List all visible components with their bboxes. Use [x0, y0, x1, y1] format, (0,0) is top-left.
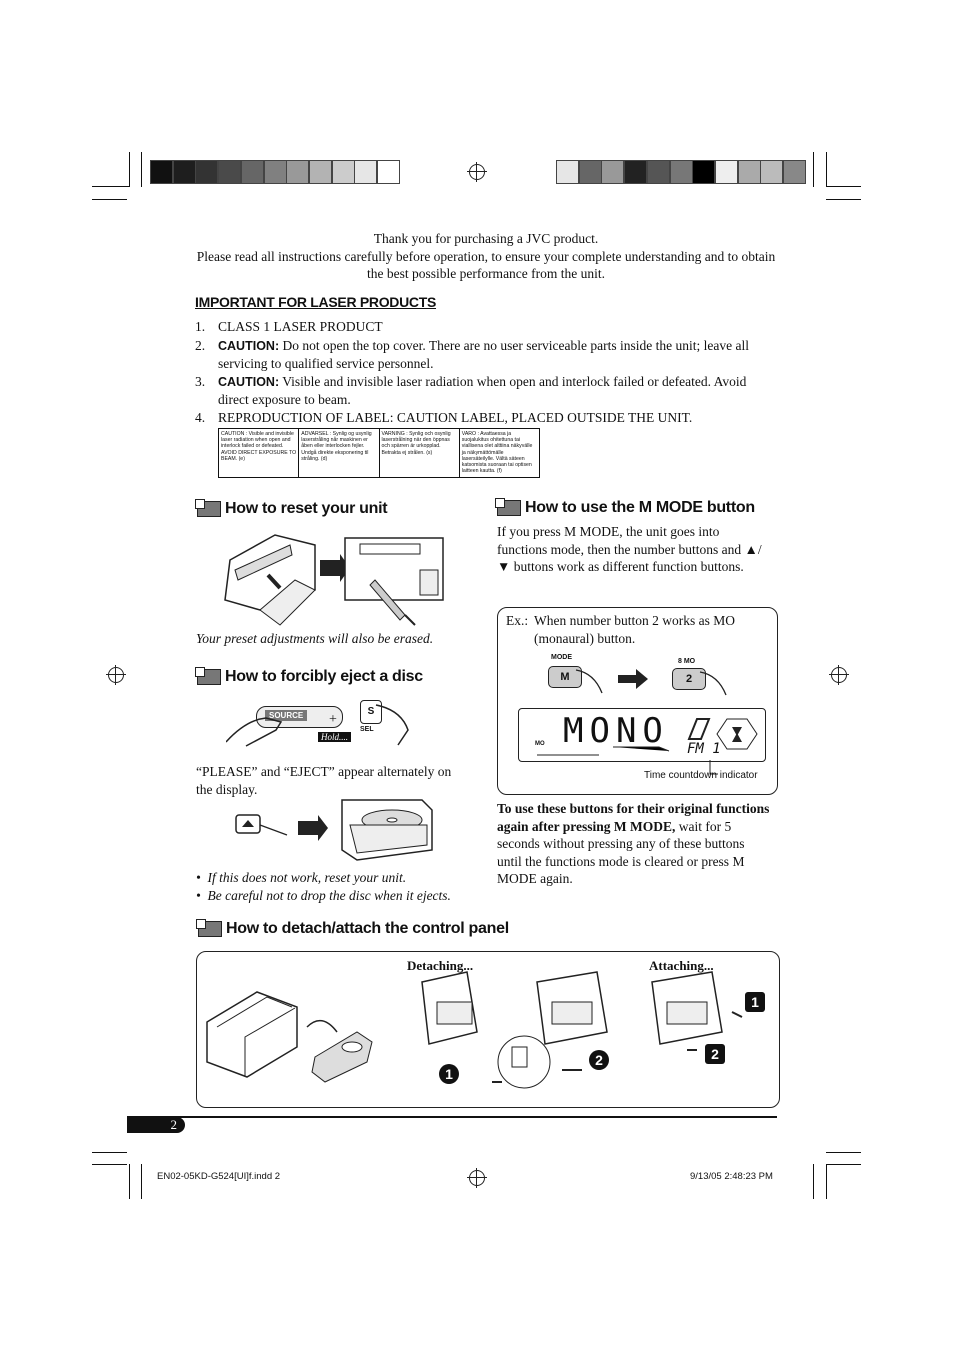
color-swatch: [150, 160, 173, 184]
countdown-label: Time countdown indicator: [644, 770, 758, 781]
color-swatch: [218, 160, 241, 184]
example-caption: Ex.: When number button 2 works as MO (monaural) button.: [506, 613, 735, 646]
color-swatch: [332, 160, 355, 184]
caution-label-swedish: VARNING : Synlig och osynlig laserstrålning när den öppnas och spärren är urkopplad. Betrakta ej strålen. (s): [380, 429, 460, 477]
color-swatch: [783, 160, 806, 184]
color-swatch: [601, 160, 624, 184]
eject-heading: How to forcibly eject a disc: [197, 668, 423, 686]
list-item: • Be careful not to drop the disc when it ejects.: [196, 887, 451, 903]
laser-heading: IMPORTANT FOR LASER PRODUCTS: [195, 294, 437, 310]
attach-step-2-badge: 2: [705, 1044, 725, 1064]
detach-illustration-box: [196, 951, 780, 1108]
color-swatch: [264, 160, 287, 184]
registration-mark-left: [108, 667, 124, 683]
detaching-label: Detaching...: [407, 958, 474, 973]
list-item: 2. CAUTION: Do not open the top cover. There are no user serviceable parts inside the unit; leave all servicing to qualified service personnel.: [195, 337, 749, 371]
source-button[interactable]: SOURCE: [256, 706, 343, 728]
sel-button[interactable]: S: [360, 700, 382, 724]
color-swatch: [670, 160, 693, 184]
m-mode-button[interactable]: M: [548, 666, 582, 688]
number-2-button[interactable]: 2: [672, 668, 706, 690]
mmode-heading: How to use the M MODE button: [497, 499, 755, 517]
mmode-note: To use these buttons for their original functions again after pressing M MODE, wait for 5 seconds without pressing any of these buttons until the functions mode is cleared or press M MODE again.: [497, 801, 770, 886]
eject-text: “PLEASE” and “EJECT” appear alternately on the display.: [196, 764, 452, 797]
section-icon: [197, 501, 221, 517]
list-item: 1. CLASS 1 LASER PRODUCT: [195, 319, 383, 334]
attach-step-1-badge: 1: [745, 992, 765, 1012]
registration-mark-right: [831, 667, 847, 683]
list-item: • If this does not work, reset your unit.: [196, 870, 407, 885]
color-swatch: [579, 160, 602, 184]
color-swatch: [760, 160, 783, 184]
color-swatch: [173, 160, 196, 184]
registration-mark-top: [469, 164, 485, 180]
reset-note: Your preset adjustments will also be erased.: [196, 631, 434, 646]
mode-label: MODE: [551, 654, 572, 661]
eject-bullets: [196, 869, 451, 904]
color-swatch: [738, 160, 761, 184]
display-mono-text: MONO: [563, 711, 669, 751]
eight-mo-label: 8 MO: [678, 658, 696, 665]
section-icon: [198, 921, 222, 937]
display-mo-indicator: MO: [535, 741, 545, 747]
caution-label-finnish: VARO : Avattaessa ja suojalukitus ohitettuna tai viallisena olet alttiina näkyvälle ja näkymättömälle lasersäteilylle. Vältä säteen katsomista suoraan tai optisen laitteen kautta. (f): [461, 431, 533, 475]
arrow-right-icon: [618, 668, 650, 690]
reset-illustration: [220, 530, 446, 630]
hold-label: Hold....: [318, 732, 351, 742]
plus-sign: +: [329, 712, 337, 727]
eject-buttons-illustration: [226, 700, 426, 750]
intro-text: [190, 230, 782, 283]
page-number: 2: [127, 1117, 185, 1133]
color-swatch: [692, 160, 715, 184]
sel-label: SEL: [360, 726, 374, 733]
display-fm1: FM 1: [687, 741, 721, 757]
attaching-label: Attaching...: [649, 958, 714, 973]
detach-heading: How to detach/attach the control panel: [198, 920, 509, 938]
step-2-badge: 2: [589, 1050, 609, 1070]
intro-line-2: Please read all instructions carefully before operation, to ensure your complete understanding and to obtain the best possible performance from the unit.: [196, 248, 776, 281]
lcd-display: [518, 708, 766, 762]
footer-timestamp: 9/13/05 2:48:23 PM: [690, 1171, 773, 1182]
registration-mark-bottom: [469, 1170, 485, 1186]
mmode-example-box: [497, 607, 778, 795]
color-swatch: [309, 160, 332, 184]
color-swatch: [647, 160, 670, 184]
list-item: 4. REPRODUCTION OF LABEL: CAUTION LABEL, PLACED OUTSIDE THE UNIT.: [195, 409, 693, 425]
color-swatch: [195, 160, 218, 184]
color-swatch: [715, 160, 738, 184]
caution-label-english: CAUTION : Visible and invisible laser radiation when open and interlock failed or defeated. AVOID DIRECT EXPOSURE TO BEAM. (e): [219, 429, 299, 477]
caution-label-danish: ADVARSEL : Synlig og usynlig laserstråling når maskinen er åben eller interlocken fejler. Undgå direkte eksponering til stråling. (d): [299, 429, 379, 477]
section-icon: [497, 500, 521, 516]
laser-list: [195, 318, 775, 427]
section-icon: [197, 669, 221, 685]
color-swatch: [241, 160, 264, 184]
reset-heading: How to reset your unit: [197, 500, 387, 518]
mmode-text: If you press M MODE, the unit goes into functions mode, then the number buttons and ▲/▼ buttons work as different function buttons.: [497, 524, 762, 574]
color-swatch: [556, 160, 579, 184]
color-swatch: [354, 160, 377, 184]
caution-label: [218, 428, 540, 478]
page-rule: [127, 1116, 777, 1118]
eject-disc-illustration: [232, 795, 444, 865]
color-swatch: [624, 160, 647, 184]
footer-filename: EN02-05KD-G524[UI]f.indd 2: [157, 1171, 281, 1182]
step-1-badge: 1: [439, 1064, 459, 1084]
intro-line-1: Thank you for purchasing a JVC product.: [373, 231, 599, 246]
list-item: 3. CAUTION: Visible and invisible laser radiation when open and interlock failed or defeated. Avoid direct exposure to beam.: [195, 373, 747, 407]
color-swatch: [377, 160, 400, 184]
color-swatch: [286, 160, 309, 184]
